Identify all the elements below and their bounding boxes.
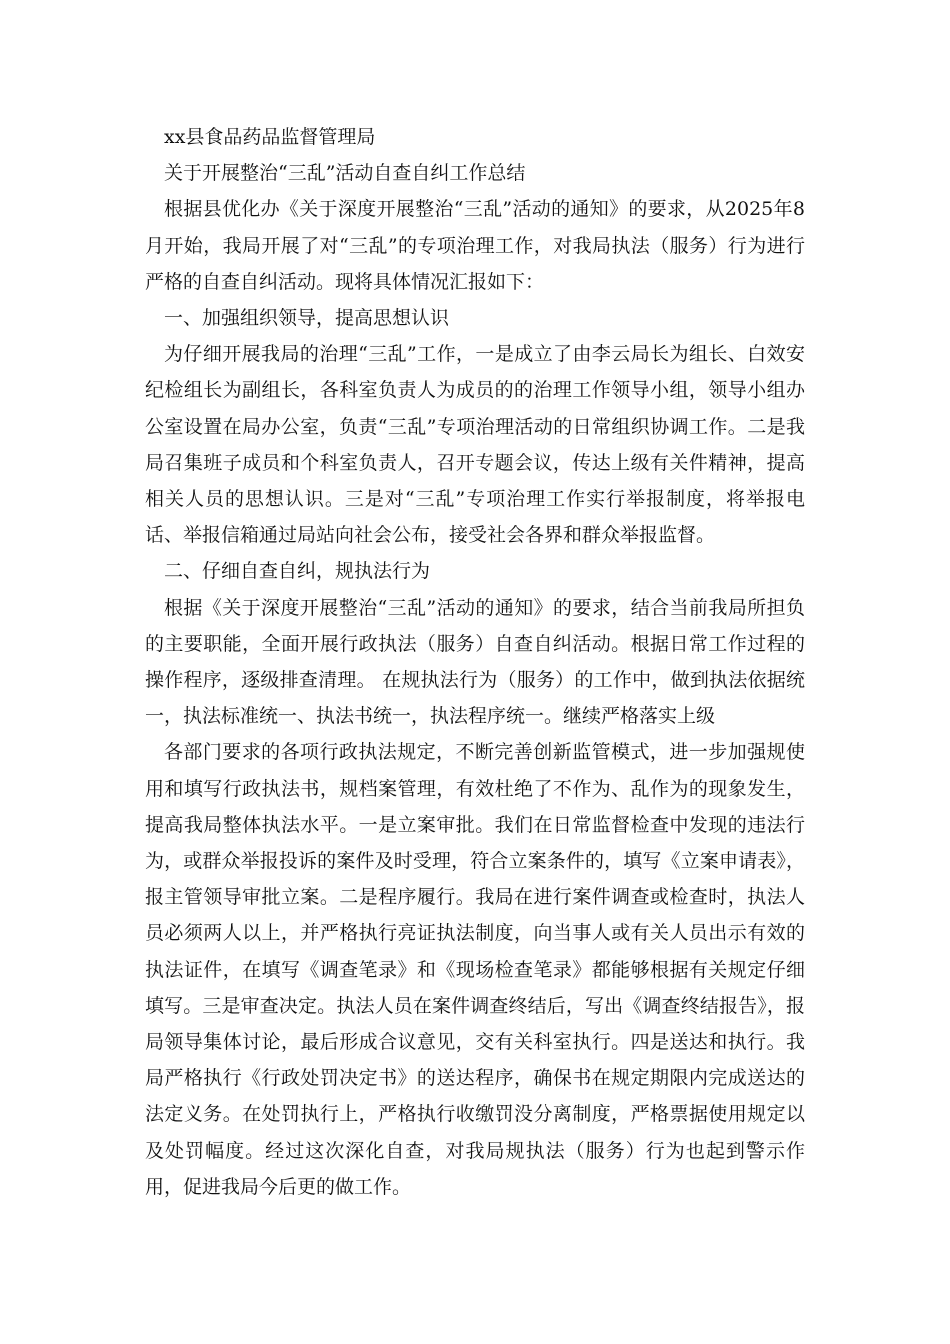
intro-paragraph: 根据县优化办《关于深度开展整治“三乱”活动的通知》的要求，从2025年8月开始，我局开展了对“三乱”的专项治理工作，对我局执法（服务）行为进行严格的自查自纠活动。现将具体情况汇报如下： — [145, 198, 805, 293]
section-2-paragraph-1: 根据《关于深度开展整治“三乱”活动的通知》的要求，结合当前我局所担负的主要职能，全面开展行政执法（服务）自查自纠活动。根据日常工作过程的操作程序，逐级排查清理。 在规执法行为（服务）的工作中，做到执法依据统一，执法标准统一、执法书统一，执法程序统一。继续严格落实上级 — [145, 596, 805, 728]
section-1-heading: 一、加强组织领导，提高思想认识 — [164, 307, 450, 330]
section-2-heading: 二、仔细自查自纠，规执法行为 — [164, 560, 431, 583]
org-name: xx县食品药品监督管理局 — [164, 126, 376, 148]
document-title: 关于开展整治“三乱”活动自查自纠工作总结 — [164, 162, 526, 185]
section-1-paragraph: 为仔细开展我局的治理“三乱”工作，一是成立了由李云局长为组长、白效安纪检组长为副组长，各科室负责人为成员的的治理工作领导小组，领导小组办公室设置在局办公室，负责“三乱”专项治理活动的日常组织协调工作。二是我局召集班子成员和个科室负责人，召开专题会议，传达上级有关件精神，提高相关人员的思想认识。三是对“三乱”专项治理工作实行举报制度，将举报电话、举报信箱通过局站向社会公布，接受社会各界和群众举报监督。 — [145, 343, 805, 547]
section-2-paragraph-2: 各部门要求的各项行政执法规定，不断完善创新监管模式，进一步加强规使用和填写行政执法书，规档案管理，有效杜绝了不作为、乱作为的现象发生，提高我局整体执法水平。一是立案审批。我们在日常监督检查中发现的违法行为，或群众举报投诉的案件及时受理，符合立案条件的，填写《立案申请表》，报主管领导审批立案。二是程序履行。我局在进行案件调查或检查时，执法人员必须两人以上，并严格执行亮证执法制度，向当事人或有关人员出示有效的执法证件，在填写《调查笔录》和《现场检查笔录》都能够根据有关规定仔细填写。三是审查决定。执法人员在案件调查终结后，写出《调查终结报告》，报局领导集体讨论，最后形成合议意见，交有关科室执行。四是送达和执行。我局严格执行《行政处罚决定书》的送达程序，确保书在规定期限内完成送达的法定义务。在处罚执行上，严格执行收缴罚没分离制度，严格票据使用规定以及处罚幅度。经过这次深化自查，对我局规执法（服务）行为也起到警示作用，促进我局今后更的做工作。 — [145, 741, 805, 1198]
document-body — [145, 119, 805, 1205]
